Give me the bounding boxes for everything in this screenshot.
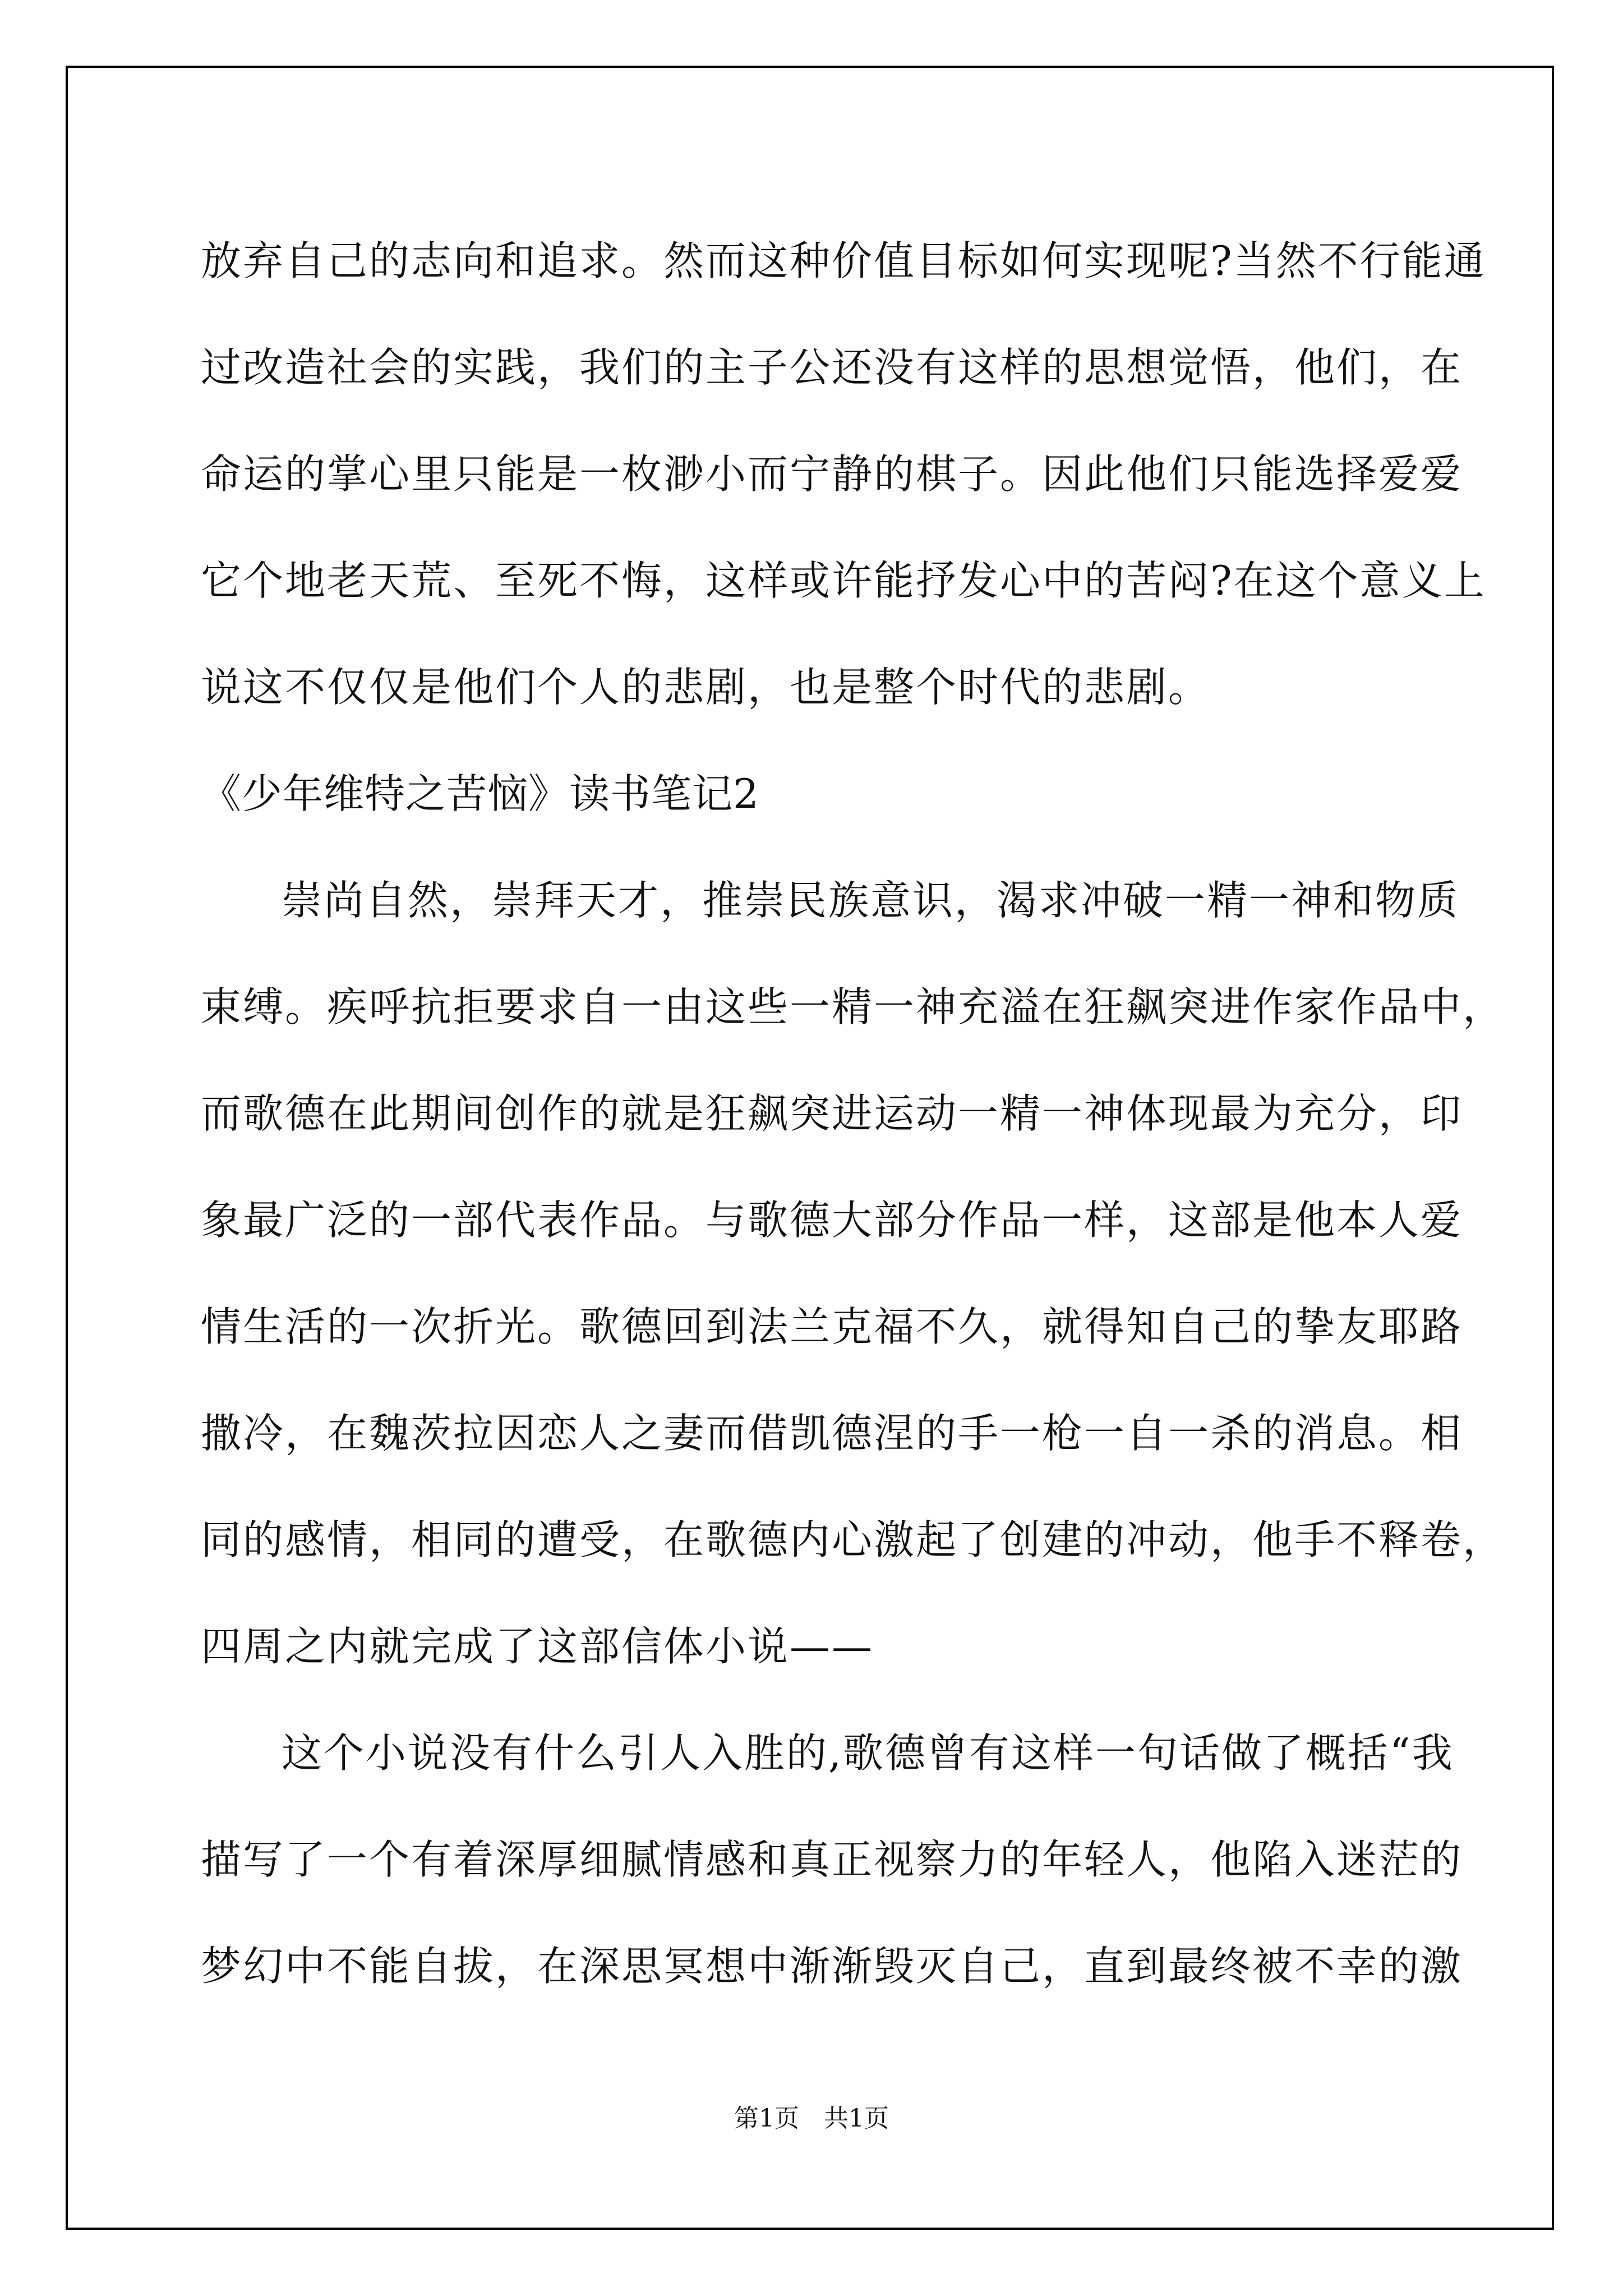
text-line: 同的感情，相同的遭受，在歌德内心激起了创建的冲动，他手不释卷，	[201, 1516, 1505, 1563]
section-heading: 《少年维特之苦恼》读书笔记2	[201, 770, 759, 817]
text-line: 象最广泛的一部代表作品。与歌德大部分作品一样，这部是他本人爱	[201, 1197, 1463, 1244]
text-line: 束缚。疾呼抗拒要求自一由这些一精一神充溢在狂飙突进作家作品中，	[201, 983, 1505, 1030]
text-line: 崇尚自然，崇拜天才，推崇民族意识，渴求冲破一精一神和物质	[282, 877, 1460, 924]
page-footer	[0, 2098, 1623, 2134]
text-line: 四周之内就完成了这部信体小说——	[201, 1623, 874, 1670]
text-line: 说这不仅仅是他们个人的悲剧，也是整个时代的悲剧。	[201, 664, 1211, 711]
text-line: 过改造社会的实践，我们的主子公还没有这样的思想觉悟，他们，在	[201, 344, 1463, 391]
text-line: 情生活的一次折光。歌德回到法兰克福不久，就得知自己的挚友耶路	[201, 1303, 1463, 1350]
text-line: 命运的掌心里只能是一枚渺小而宁静的棋子。因此他们只能选择爱爱	[201, 450, 1463, 498]
text-line: 这个小说没有什么引人入胜的,歌德曾有这样一句话做了概括“我	[282, 1729, 1454, 1777]
text-line: 撒冷，在魏茨拉因恋人之妻而借凯德涅的手一枪一自一杀的消息。相	[201, 1410, 1463, 1457]
text-line: 放弃自己的志向和追求。然而这种价值目标如何实现呢?当然不行能通	[201, 237, 1486, 284]
text-line: 描写了一个有着深厚细腻情感和真正视察力的年轻人，他陷入迷茫的	[201, 1836, 1463, 1883]
text-line: 而歌德在此期间创作的就是狂飙突进运动一精一神体现最为充分，印	[201, 1090, 1463, 1137]
text-line: 它个地老天荒、至死不悔，这样或许能抒发心中的苦闷?在这个意义上	[201, 557, 1486, 604]
page-number: 第1页	[734, 2104, 799, 2133]
page-count: 共1页	[824, 2104, 889, 2133]
document-body	[201, 208, 1505, 2019]
text-line: 梦幻中不能自拔，在深思冥想中渐渐毁灭自己，直到最终被不幸的激	[201, 1943, 1463, 1990]
